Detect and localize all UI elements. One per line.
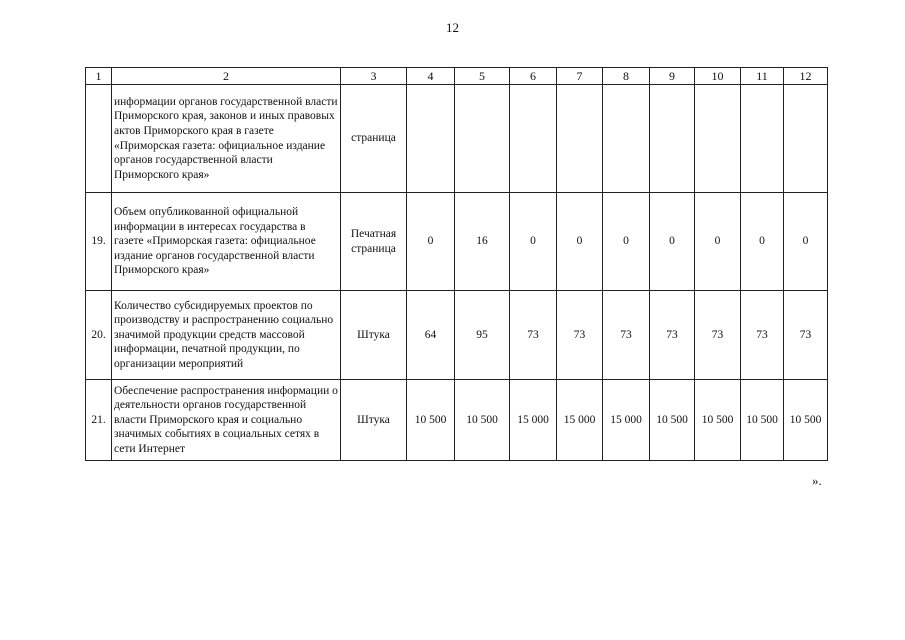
value-cell: 0 xyxy=(741,193,784,291)
column-header: 11 xyxy=(741,68,784,85)
value-cell: 10 500 xyxy=(650,380,695,461)
closing-quote-mark: ». xyxy=(812,473,822,488)
indicator-description: Количество субсидируемых проектов по производству и распространению социально значимой продукции средств массовой информации, печатной продукции, по организации мероприятий xyxy=(112,291,341,380)
value-cell: 73 xyxy=(784,291,828,380)
value-cell xyxy=(510,85,557,193)
column-header: 5 xyxy=(455,68,510,85)
value-cell xyxy=(695,85,741,193)
column-header: 4 xyxy=(407,68,455,85)
table-row xyxy=(86,193,828,291)
column-header: 6 xyxy=(510,68,557,85)
value-cell xyxy=(557,85,603,193)
value-cell: 0 xyxy=(784,193,828,291)
value-cell: 15 000 xyxy=(557,380,603,461)
unit-of-measure: Штука xyxy=(341,291,407,380)
value-cell xyxy=(407,85,455,193)
unit-of-measure: Печатная страница xyxy=(341,193,407,291)
value-cell xyxy=(784,85,828,193)
value-cell: 0 xyxy=(557,193,603,291)
value-cell: 10 500 xyxy=(741,380,784,461)
row-number: 20. xyxy=(86,291,112,380)
table-row xyxy=(86,380,828,461)
value-cell: 73 xyxy=(510,291,557,380)
column-header: 12 xyxy=(784,68,828,85)
column-header: 10 xyxy=(695,68,741,85)
page-number: 12 xyxy=(446,20,459,35)
row-number: 21. xyxy=(86,380,112,461)
value-cell: 73 xyxy=(603,291,650,380)
value-cell: 0 xyxy=(650,193,695,291)
unit-of-measure: страница xyxy=(341,85,407,193)
value-cell: 10 500 xyxy=(455,380,510,461)
value-cell: 95 xyxy=(455,291,510,380)
value-cell: 15 000 xyxy=(510,380,557,461)
value-cell xyxy=(650,85,695,193)
value-cell: 0 xyxy=(510,193,557,291)
value-cell: 15 000 xyxy=(603,380,650,461)
value-cell: 73 xyxy=(650,291,695,380)
value-cell: 0 xyxy=(695,193,741,291)
table-row xyxy=(86,291,828,380)
value-cell: 0 xyxy=(603,193,650,291)
column-header: 1 xyxy=(86,68,112,85)
value-cell: 16 xyxy=(455,193,510,291)
unit-of-measure: Штука xyxy=(341,380,407,461)
indicator-description: информации органов государственной власти Приморского края, законов и иных правовых актов Приморского края в газете «Приморская газета: официальное издание органов государственной власти Приморского края» xyxy=(112,85,341,193)
value-cell: 10 500 xyxy=(784,380,828,461)
value-cell: 64 xyxy=(407,291,455,380)
indicator-table xyxy=(85,67,828,461)
column-header: 3 xyxy=(341,68,407,85)
row-number xyxy=(86,85,112,193)
row-number: 19. xyxy=(86,193,112,291)
value-cell: 0 xyxy=(407,193,455,291)
value-cell: 73 xyxy=(557,291,603,380)
column-header: 9 xyxy=(650,68,695,85)
table-row xyxy=(86,85,828,193)
table-header-row xyxy=(86,68,828,85)
indicator-description: Обеспечение распространения информации о деятельности органов государственной власти Приморского края и социально значимых событиях в социальных сетях в сети Интернет xyxy=(112,380,341,461)
value-cell: 73 xyxy=(741,291,784,380)
value-cell xyxy=(603,85,650,193)
column-header: 2 xyxy=(112,68,341,85)
column-header: 7 xyxy=(557,68,603,85)
indicator-description: Объем опубликованной официальной информации в интересах государства в газете «Приморская газета: официальное издание органов государственной власти Приморского края» xyxy=(112,193,341,291)
value-cell xyxy=(455,85,510,193)
value-cell xyxy=(741,85,784,193)
column-header: 8 xyxy=(603,68,650,85)
value-cell: 10 500 xyxy=(695,380,741,461)
value-cell: 10 500 xyxy=(407,380,455,461)
value-cell: 73 xyxy=(695,291,741,380)
